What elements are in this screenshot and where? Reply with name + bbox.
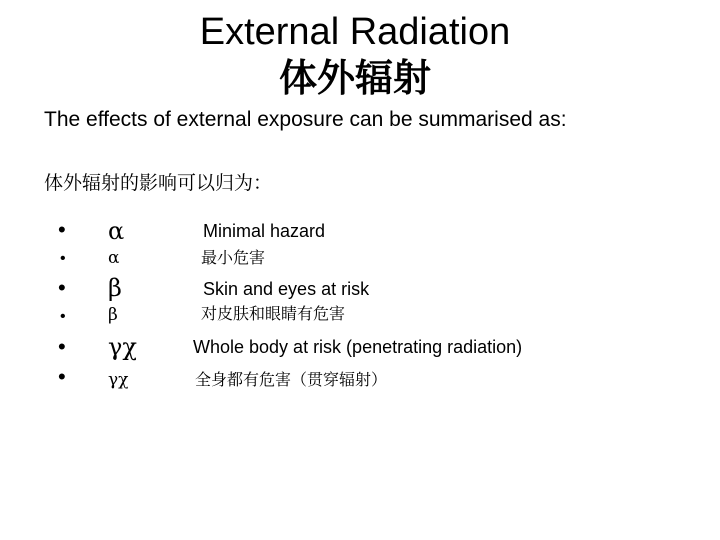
beta-description: Skin and eyes at risk [203, 279, 370, 299]
bullet-icon: • [58, 275, 66, 300]
bullet-icon: • [60, 250, 66, 267]
gamma-x-symbol: γχ [108, 333, 137, 361]
beta-symbol: β [108, 274, 122, 302]
alpha-description-chinese: 最小危害 [201, 248, 266, 267]
intro-text: The effects of external exposure can be summarised as: [44, 108, 567, 131]
gamma-x-description: Whole body at risk (penetrating radiation) [193, 337, 523, 357]
beta-description-chinese: 对皮肤和眼睛有危害 [201, 304, 346, 323]
slide-title: External Radiation [199, 11, 511, 53]
alpha-description: Minimal hazard [203, 221, 326, 241]
gamma-x-description-chinese: 全身都有危害（贯穿辐射） [195, 370, 388, 389]
bullet-icon: • [58, 334, 66, 359]
bullet-icon: • [58, 364, 66, 389]
alpha-symbol: α [108, 248, 120, 268]
gamma-x-symbol: γχ [108, 370, 129, 390]
slide-title-chinese: 体外辐射 [278, 56, 431, 100]
bullet-icon: • [58, 217, 66, 242]
intro-text-chinese: 体外辐射的影响可以归为： [44, 172, 273, 194]
beta-symbol: β [108, 305, 118, 325]
alpha-symbol: α [108, 217, 125, 245]
bullet-icon: • [60, 308, 66, 325]
